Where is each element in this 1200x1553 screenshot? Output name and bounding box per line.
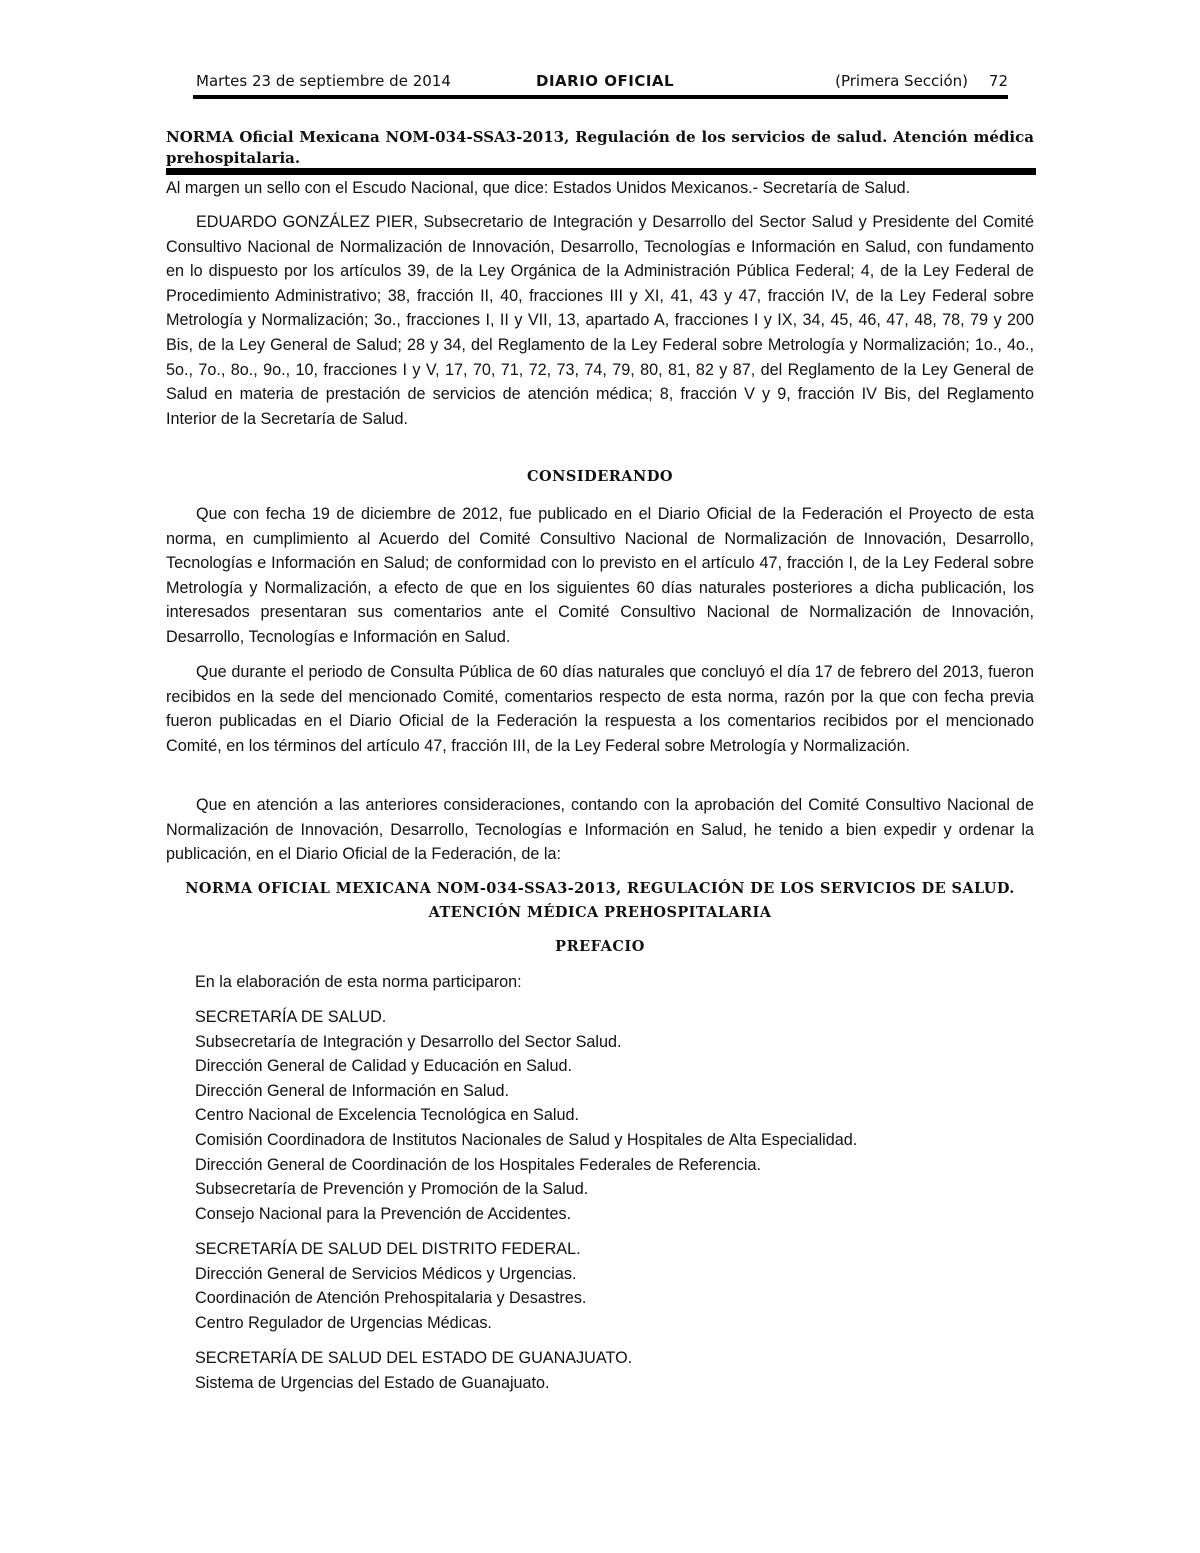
list-item: Centro Regulador de Urgencias Médicas.	[195, 1313, 492, 1332]
list-item: Dirección General de Coordinación de los Hospitales Federales de Referencia.	[195, 1155, 761, 1174]
list-item: Subsecretaría de Prevención y Promoción de la Salud.	[195, 1180, 589, 1199]
list-item: Coordinación de Atención Prehospitalaria y Desastres.	[195, 1289, 587, 1308]
list-item: SECRETARÍA DE SALUD DEL DISTRITO FEDERAL.	[195, 1240, 581, 1258]
margin-note	[166, 176, 1034, 201]
list-item: Dirección General de Información en Salud.	[195, 1081, 510, 1100]
paragraph-text: Que durante el periodo de Consulta Pública de 60 días naturales que concluyó el día 17 de febrero del 2013, fueron recibidos en la sede del mencionado Comité, comentarios respecto de esta norma, razón por la que con fecha previa fueron publicadas en el Diario Oficial de la Federación la respuesta a los comentarios recibidos por el mencionado Comité, en los términos del artículo 47, fracción III, de la Ley Federal sobre Metrología y Normalización.	[166, 663, 1034, 755]
list-item: Centro Nacional de Excelencia Tecnológica en Salud.	[195, 1106, 579, 1125]
list-item: Comisión Coordinadora de Institutos Nacionales de Salud y Hospitales de Alta Especialidad.	[195, 1130, 858, 1149]
norma-title-line-1: NORMA OFICIAL MEXICANA NOM-034-SSA3-2013, REGULACIÓN DE LOS SERVICIOS DE SALUD.	[185, 880, 1015, 897]
header-journal-name: DIARIO OFICIAL	[536, 72, 675, 90]
considerando-heading: CONSIDERANDO	[526, 468, 674, 485]
list-item: Dirección General de Calidad y Educación en Salud.	[195, 1057, 573, 1076]
list-item: Dirección General de Servicios Médicos y Urgencias.	[195, 1264, 577, 1283]
norma-title	[166, 877, 1034, 925]
author-paragraph-text: EDUARDO GONZÁLEZ PIER, Subsecretario de Integración y Desarrollo del Sector Salud y Presidente del Comité Consultivo Nacional de Normalización de Innovación, Desarrollo, Tecnologías e Información en Salud, con fundamento en lo dispuesto por los artículos 39, de la Ley Orgánica de la Administración Pública Federal; 4, de la Ley Federal de Procedimiento Administrativo; 38, fracción II, 40, fracciones III y XI, 41, 43 y 47, fracción IV, de la Ley Federal sobre Metrología y Normalización; 3o., fracciones I, II y VII, 13, apartado A, fracciones I y IX, 34, 45, 46, 47, 48, 78, 79 y 200 Bis, de la Ley General de Salud; 28 y 34, del Reglamento de la Ley Federal sobre Metrología y Normalización; 1o., 4o., 5o., 7o., 8o., 9o., 10, fracciones I y V, 17, 70, 71, 72, 73, 74, 79, 80, 81, 82 y 87, del Reglamento de la Ley General de Salud en materia de prestación de servicios de atención médica; 8, fracción V y 9, fracción IV Bis, del Reglamento Interior de la Secretaría de Salud.	[166, 213, 1034, 428]
list-item: Subsecretaría de Integración y Desarrollo del Sector Salud.	[195, 1032, 622, 1051]
list-item: SECRETARÍA DE SALUD.	[195, 1008, 387, 1026]
paragraph-text: Que con fecha 19 de diciembre de 2012, fue publicado en el Diario Oficial de la Federación el Proyecto de esta norma, en cumplimiento al Acuerdo del Comité Consultivo Nacional de Normalización de Innovación, Desarrollo, Tecnologías e Información en Salud; de conformidad con lo previsto en el artículo 47, fracción I, de la Ley Federal sobre Metrología y Normalización, a efecto de que en los siguientes 60 días naturales posteriores a dicha publicación, los interesados presentaran sus comentarios ante el Comité Consultivo Nacional de Normalización de Innovación, Desarrollo, Tecnologías e Información en Salud.	[166, 505, 1034, 646]
margin-note-text: Al margen un sello con el Escudo Nacional, que dice: Estados Unidos Mexicanos.- Secretaría de Salud.	[166, 179, 911, 197]
considerando-paragraph-3	[166, 793, 1034, 867]
paragraph-text: Que en atención a las anteriores consideraciones, contando con la aprobación del Comité Consultivo Nacional de Normalización de Innovación, Desarrollo, Tecnologías e Información en Salud, he tenido a bien expedir y ordenar la publicación, en el Diario Oficial de la Federación, de la:	[166, 796, 1034, 864]
page-header	[196, 72, 1008, 94]
list-item: Sistema de Urgencias del Estado de Guanajuato.	[195, 1373, 550, 1392]
participant-group-ssa	[195, 1005, 1015, 1226]
participant-group-guanajuato	[195, 1346, 1015, 1395]
considerando-paragraph-2	[166, 660, 1034, 758]
prefacio-intro	[195, 970, 1015, 995]
participant-group-df	[195, 1237, 1015, 1335]
considerando-paragraph-1	[166, 502, 1034, 650]
prefacio-intro-text: En la elaboración de esta norma participaron:	[195, 973, 522, 991]
list-item: Consejo Nacional para la Prevención de Accidentes.	[195, 1204, 572, 1223]
title-rule	[166, 168, 1036, 175]
list-item: SECRETARÍA DE SALUD DEL ESTADO DE GUANAJUATO.	[195, 1349, 633, 1367]
header-rule	[193, 95, 1008, 99]
header-page-number: 72	[988, 72, 1008, 90]
header-section: (Primera Sección)	[835, 72, 968, 90]
norma-title-line-2: ATENCIÓN MÉDICA PREHOSPITALARIA	[428, 904, 772, 921]
document-title: NORMA Oficial Mexicana NOM-034-SSA3-2013, Regulación de los servicios de salud. Atención médica prehospitalaria.	[166, 128, 1034, 167]
author-paragraph	[166, 210, 1034, 431]
header-date: Martes 23 de septiembre de 2014	[196, 72, 451, 90]
prefacio-heading: PREFACIO	[555, 938, 645, 955]
